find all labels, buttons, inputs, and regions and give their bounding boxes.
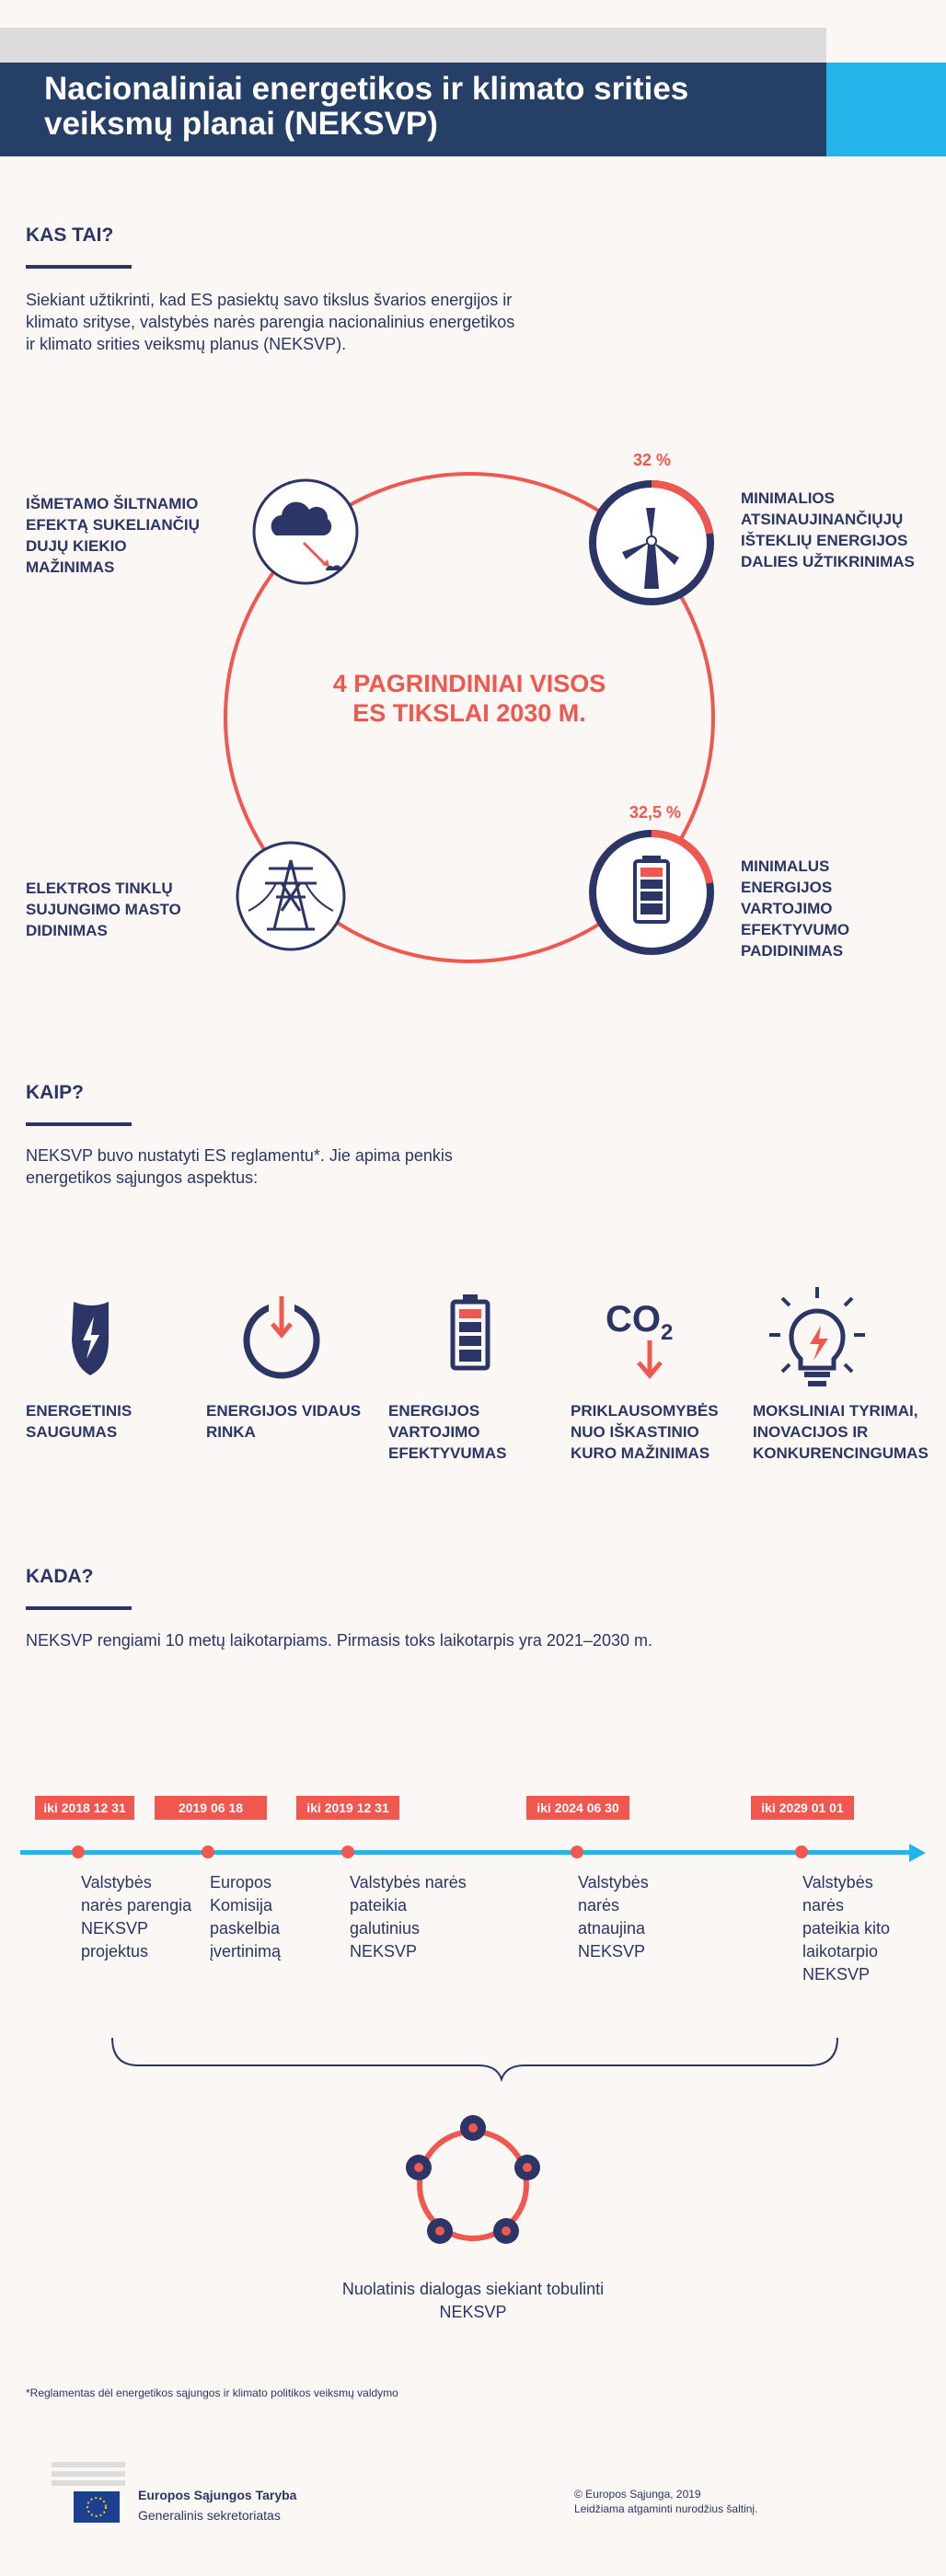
light-bulb-icon [769,1287,865,1386]
timeline-bar [20,1850,911,1855]
goal-pct-efficiency: 32,5 % [629,803,682,822]
aspect-label-market: ENERGIJOS VIDAUS RINKA [206,1402,362,1441]
header-accent [826,63,946,156]
battery-icon [453,1294,488,1368]
footnote: *Reglamentas dėl energetikos sąjungos ir klimato politikos veiksmų valdymo [26,2386,398,2399]
header-grey-bar [0,28,826,63]
timeline-dot [571,1846,583,1858]
co2-label: $CO_2$ [606,1299,674,1345]
aspect-label-efficiency: ENERGIJOS VARTOJIMO EFEKTYVUMAS [388,1402,507,1462]
goal-label-efficiency: MINIMALUS ENERGIJOS VARTOJIMO EFEKTYVUMO PADIDINIMAS [741,857,850,960]
footer-copyright: © Europos Sąjunga, 2019 [574,2488,701,2501]
power-button-icon [247,1296,317,1375]
goal-label-interconnection: ELEKTROS TINKLŲ SUJUNGIMO MASTO DIDINIMAS [26,880,181,939]
dialogue-text: Nuolatinis dialogas siekiant tobulinti NEKSVP [341,2280,605,2321]
timeline-text: Valstybės narės parengia NEKSVP projektus [81,1873,192,1961]
footer-org-name: Europos Sąjungos Taryba [138,2488,297,2502]
footer-org-sub: Generalinis sekretoriatas [138,2508,281,2523]
eu-flag-icon [74,2491,120,2523]
timeline-text: Europos Komisija paskelbia įvertinimą [210,1873,282,1961]
timeline-brace [112,2038,837,2079]
goal-pct-renewables: 32 % [633,451,672,469]
wind-turbine-icon [593,484,710,602]
section-title-how: KAIP? [26,1082,84,1103]
timeline-date: iki 2019 12 31 [296,1796,399,1820]
timeline-text: Valstybės narės atnaujina NEKSVP [578,1873,649,1961]
goal-label-renewables: MINIMALIOS ATSINAUJINANČIŲJŲ IŠTEKLIŲ ENERGIJOS DALIES UŽTIKRINIMAS [741,489,915,570]
page-title: Nacionaliniai energetikos ir klimato srities veiksmų planai (NEKSVP) [44,71,689,142]
aspect-label-decarbonisation: PRIKLAUSOMYBĖS NUO IŠKASTINIO KURO MAŽINIMAS [571,1402,719,1462]
timeline-dot [795,1846,808,1858]
aspect-icons [0,1283,946,1394]
people-circle-icon [406,2115,540,2244]
timeline-date: 2019 06 18 [155,1796,267,1820]
timeline-date: iki 2018 12 31 [35,1796,134,1820]
cloud-emission-icon [254,480,357,583]
section-divider [26,1122,132,1126]
goals-center-text: 4 PAGRINDINIAI VISOS ES TIKSLAI 2030 M. [332,670,606,727]
timeline-date: iki 2024 06 30 [526,1796,629,1820]
aspect-label-security: ENERGETINIS SAUGUMAS [26,1402,133,1441]
timeline-dot [341,1846,354,1858]
when-text: NEKSVP rengiami 10 metų laikotarpiams. Pirmasis toks laikotarpis yra 2021–2030 m. [26,1631,652,1650]
timeline-text: Valstybės narės pateikia kito laikotarpio NEKSVP [802,1873,891,1984]
how-text: NEKSVP buvo nustatyti ES reglamentu*. Jie apima penkis energetikos sąjungos aspektus: [26,1146,453,1187]
footer-reuse: Leidžiama atgaminti nurodžius šaltinį. [574,2502,758,2515]
section-title-what: KAS TAI? [26,224,114,246]
power-pylon-icon [237,843,344,949]
battery-icon [593,834,710,951]
timeline-arrow [909,1844,926,1862]
shield-lightning-icon [72,1302,109,1375]
what-text: Siekiant užtikrinti, kad ES pasiektų savo tikslus švarios energijos ir klimato srityse, valstybės narės parengia nacionalinius energetikos ir klimato srities veiksmų planus (NEKSVP). [26,291,515,353]
section-divider [26,1606,132,1610]
timeline-dot [202,1846,214,1858]
council-logo [52,2462,134,2526]
goal-label-emissions: IŠMETAMO ŠILTNAMIO EFEKTĄ SUKELIANČIŲ DUJŲ KIEKIO MAŽINIMAS [26,495,200,576]
section-divider [26,265,132,269]
timeline-dot [72,1846,85,1858]
section-title-when: KADA? [26,1566,94,1587]
dialogue-graphic [0,2029,946,2286]
aspect-label-research: MOKSLINIAI TYRIMAI, INOVACIJOS IR KONKURENCINGUMAS [753,1402,929,1462]
timeline-text: Valstybės narės pateikia galutinius NEKSVP [350,1873,467,1961]
timeline-date: iki 2029 01 01 [751,1796,854,1820]
